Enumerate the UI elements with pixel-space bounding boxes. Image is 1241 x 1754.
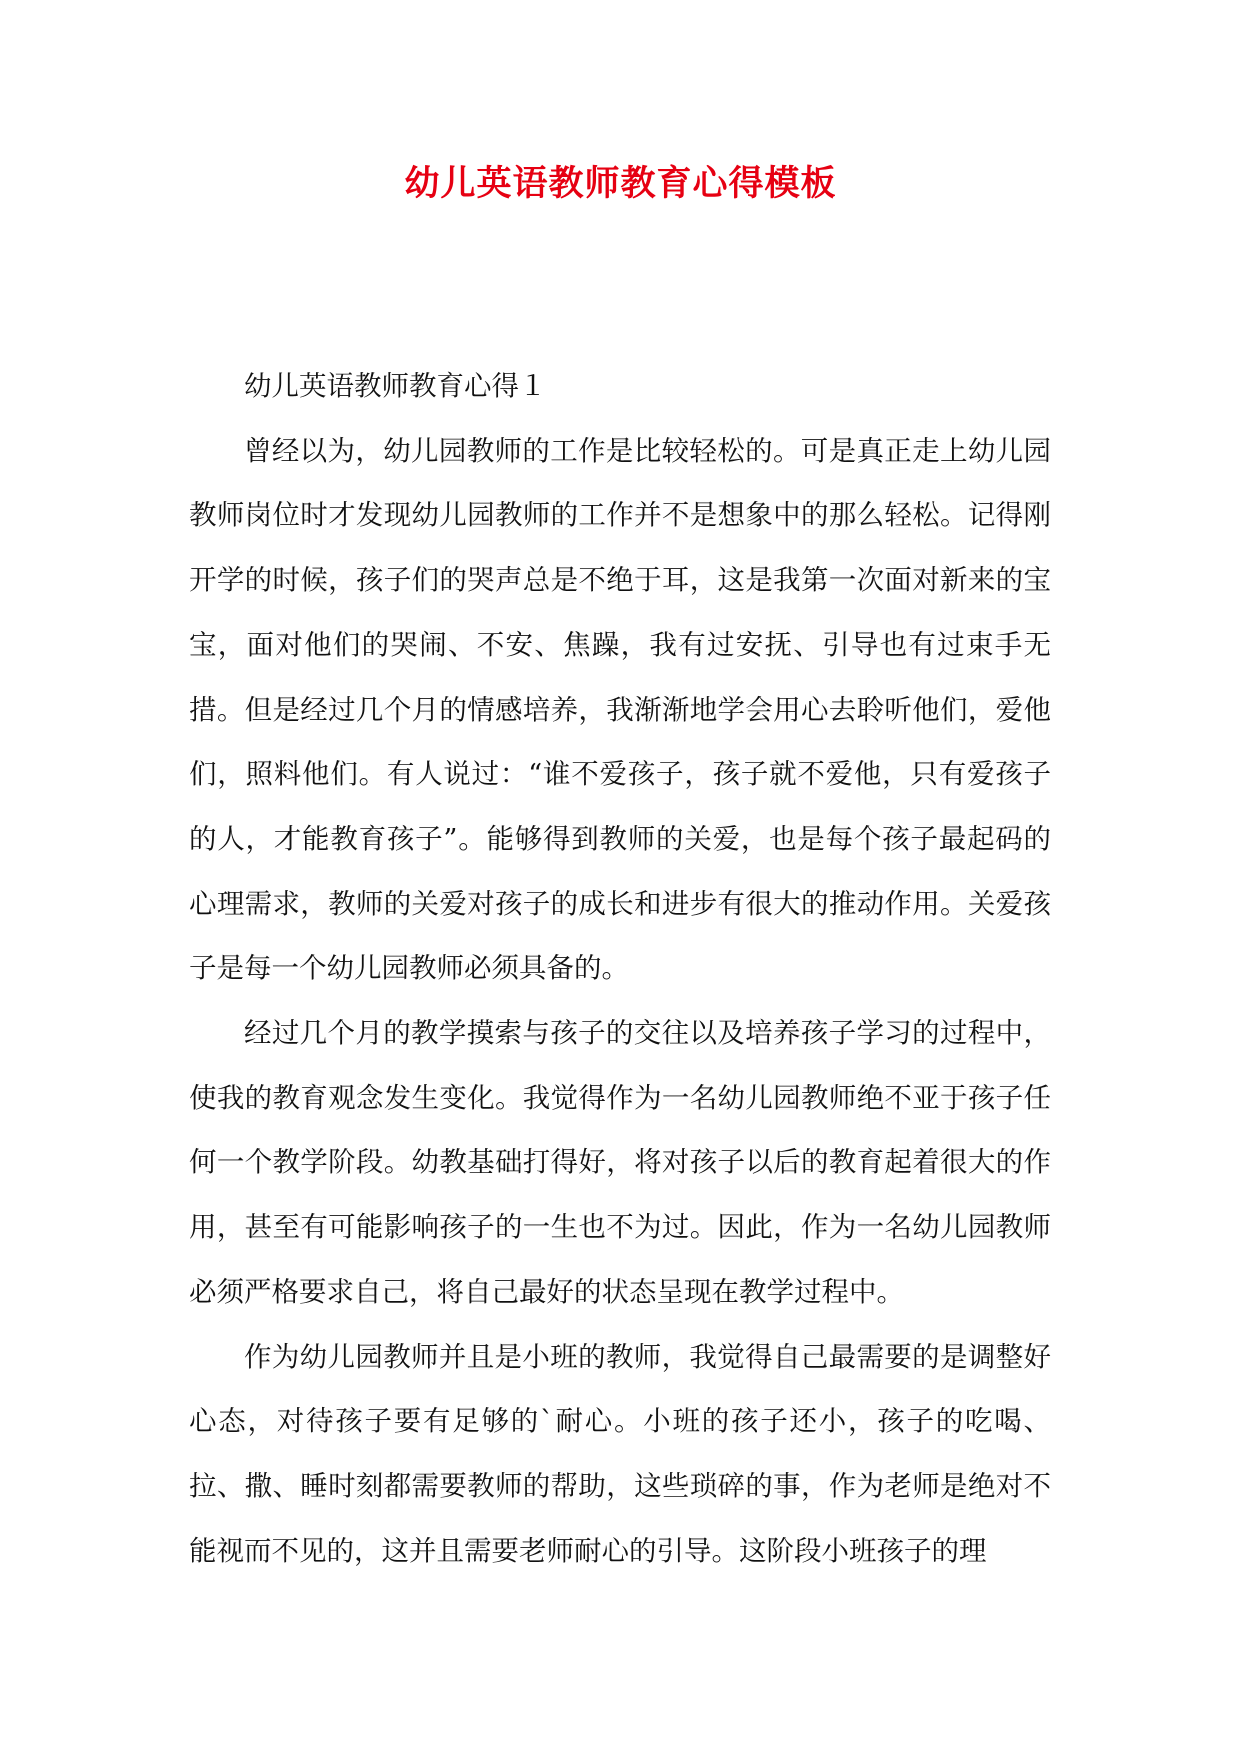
section-heading: 幼儿英语教师教育心得１ xyxy=(244,370,547,402)
document-title: 幼儿英语教师教育心得模板 xyxy=(404,163,837,204)
paragraph-3: 作为幼儿园教师并且是小班的教师，我觉得自己最需要的是调整好心态，对待孩子要有足够的`耐心。小班的孩子还小，孩子的吃喝、拉、撒、睡时刻都需要教师的帮助，这些琐碎的事，作为老师是绝对不能视而不见的，这并且需要老师耐心的引导。这阶段小班孩子的理 xyxy=(189,1340,1051,1567)
document-body xyxy=(189,354,1051,1583)
paragraph-2: 经过几个月的教学摸索与孩子的交往以及培养孩子学习的过程中，使我的教育观念发生变化。我觉得作为一名幼儿园教师绝不亚于孩子任何一个教学阶段。幼教基础打得好，将对孩子以后的教育起着很大的作用，甚至有可能影响孩子的一生也不为过。因此，作为一名幼儿园教师必须严格要求自己，将自己最好的状态呈现在教学过程中。 xyxy=(189,1017,1051,1308)
paragraph-1: 曾经以为，幼儿园教师的工作是比较轻松的。可是真正走上幼儿园教师岗位时才发现幼儿园教师的工作并不是想象中的那么轻松。记得刚开学的时候，孩子们的哭声总是不绝于耳，这是我第一次面对新来的宝宝，面对他们的哭闹、不安、焦躁，我有过安抚、引导也有过束手无措。但是经过几个月的情感培养，我渐渐地学会用心去聆听他们，爱他们，照料他们。有人说过：“谁不爱孩子，孩子就不爱他，只有爱孩子的人，才能教育孩子”。能够得到教师的关爱，也是每个孩子最起码的心理需求，教师的关爱对孩子的成长和进步有很大的推动作用。关爱孩子是每一个幼儿园教师必须具备的。 xyxy=(189,434,1051,985)
